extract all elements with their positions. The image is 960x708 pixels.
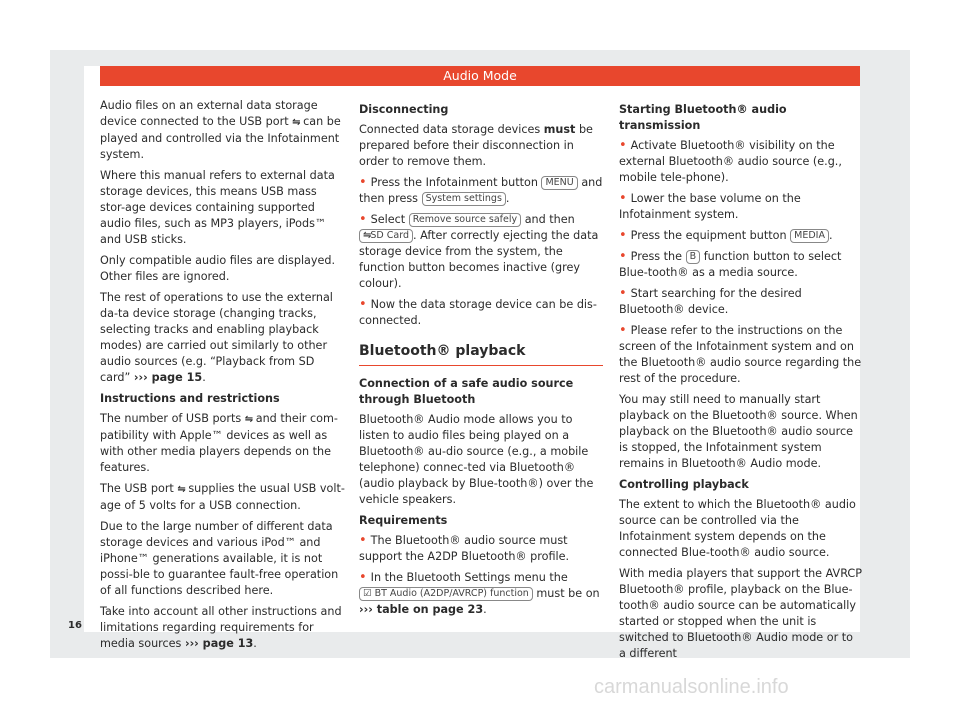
table-reference[interactable]: ››› table on page 23 bbox=[359, 603, 484, 616]
checkbox-icon: ☑ bbox=[363, 588, 372, 599]
list-item: • Press the equipment button MEDIA . bbox=[619, 228, 833, 243]
paragraph: Where this manual refers to external data storage devices, this means USB mass stor-age devices containing supported audio files, such as MP3 players, iPods™ and USB sticks. bbox=[100, 169, 335, 246]
paragraph: Due to the large number of different data storage devices and various iPod™ and iPhone™ generations available, it is not possi-ble to guarantee fault-free operation of all functions described here. bbox=[100, 520, 339, 597]
paragraph: Bluetooth® Audio mode allows you to listen to audio files being played on a Bluetooth® au-dio source (e.g., a mobile telephone) connec-ted via Bluetooth® (audio playback by Blue-tooth®) over the vehicle speakers. bbox=[359, 413, 594, 506]
usb-icon: ⇋ bbox=[363, 230, 371, 241]
usb-icon: ⇋ bbox=[292, 117, 300, 128]
paragraph: The USB port ⇋ supplies the usual USB volt-age of 5 volts for a USB connection. bbox=[100, 482, 345, 512]
paragraph: Take into account all other instructions and limitations regarding requirements for media sources ››› page 13. bbox=[100, 605, 342, 650]
remove-source-button-label: Remove source safely bbox=[409, 213, 521, 227]
column-2 bbox=[359, 98, 603, 623]
section-header: Audio Mode bbox=[100, 66, 860, 86]
paragraph: You may still need to manually start playback on the Bluetooth® source. When playback on the Bluetooth® audio source is stopped, the Infotainment system remains in Bluetooth® Audio mode. bbox=[619, 393, 858, 470]
paragraph: With media players that support the AVRCP Bluetooth® profile, playback on the Blue-tooth® audio source can be automatically started or stopped when the unit is switched to Bluetooth® Audio mode or to a different bbox=[619, 567, 862, 660]
bluetooth-function-button-label: B bbox=[686, 250, 701, 264]
subheading: Requirements bbox=[359, 514, 448, 527]
paragraph: The rest of operations to use the external da-ta device storage (changing tracks, selecting tracks and enabling playback modes) are carried out similarly to other audio sources (e.g. “Playback from SD card” ››› page 15. bbox=[100, 291, 333, 384]
section-title: Bluetooth® playback bbox=[359, 343, 603, 366]
paragraph: Only compatible audio files are displayed. Other files are ignored. bbox=[100, 254, 336, 283]
bullet-dot: • bbox=[359, 175, 367, 190]
subheading: Disconnecting bbox=[359, 103, 449, 116]
paragraph: Audio files on an external data storage device connected to the USB port ⇋ can be played and controlled via the Infotainment system. bbox=[100, 99, 341, 161]
list-item: • Press the Infotainment button MENU and then press System settings . bbox=[359, 175, 603, 205]
usb-icon: ⇋ bbox=[244, 414, 253, 425]
subheading: Controlling playback bbox=[619, 478, 749, 491]
column-1 bbox=[100, 98, 345, 657]
bt-audio-button-label: ☑ BT Audio (A2DP/AVRCP) function bbox=[359, 587, 533, 601]
bullet-dot: • bbox=[619, 323, 627, 338]
subheading: Connection of a safe audio source through Bluetooth bbox=[359, 377, 574, 406]
page-number: 16 bbox=[68, 620, 82, 631]
subheading: Instructions and restrictions bbox=[100, 392, 280, 405]
list-item: • Please refer to the instructions on the screen of the Infotainment system and on the Bluetooth® audio source regarding the rest of the procedure. bbox=[619, 323, 862, 385]
bullet-dot: • bbox=[619, 249, 627, 264]
bullet-dot: • bbox=[359, 533, 367, 548]
page-reference[interactable]: ››› page 13 bbox=[184, 637, 254, 650]
usb-icon: ⇋ bbox=[177, 484, 185, 495]
media-button-label: MEDIA bbox=[790, 229, 829, 243]
bullet-dot: • bbox=[619, 191, 627, 206]
list-item: • The Bluetooth® audio source must support the A2DP Bluetooth® profile. bbox=[359, 533, 570, 563]
sd-card-button-label: ⇋SD Card bbox=[359, 229, 413, 243]
watermark: carmanualsonline.info bbox=[594, 676, 789, 698]
list-item: • Press the B function button to select Blue-tooth® as a media source. bbox=[619, 249, 842, 279]
bullet-dot: • bbox=[619, 138, 627, 153]
list-item: • Lower the base volume on the Infotainment system. bbox=[619, 191, 801, 221]
bullet-dot: • bbox=[359, 212, 367, 227]
paragraph: Connected data storage devices must be prepared before their disconnection in order to remove them. bbox=[359, 123, 593, 168]
bullet-dot: • bbox=[619, 286, 627, 301]
list-item: • In the Bluetooth Settings menu the ☑ BT Audio (A2DP/AVRCP) function must be on ››› table on page 23. bbox=[359, 570, 600, 616]
subheading: Starting Bluetooth® audio transmission bbox=[619, 103, 787, 132]
list-item: • Start searching for the desired Bluetooth® device. bbox=[619, 286, 802, 316]
list-item: • Activate Bluetooth® visibility on the external Bluetooth® audio source (e.g., mobile tele-phone). bbox=[619, 138, 842, 184]
bullet-dot: • bbox=[359, 297, 367, 312]
list-item: • Now the data storage device can be dis-connected. bbox=[359, 297, 597, 327]
menu-button-label: MENU bbox=[541, 176, 577, 190]
paragraph: The extent to which the Bluetooth® audio source can be controlled via the Infotainment system depends on the connected Blue-tooth® audio source. bbox=[619, 498, 856, 559]
bullet-dot: • bbox=[359, 570, 367, 585]
list-item: • Select Remove source safely and then ⇋SD Card . After correctly ejecting the data storage device from the system, the function button becomes inactive (grey colour). bbox=[359, 212, 599, 290]
system-settings-button-label: System settings bbox=[422, 192, 506, 206]
paragraph: The number of USB ports ⇋ and their com-patibility with Apple™ devices as well as with other media players depends on the features. bbox=[100, 412, 338, 474]
page-reference[interactable]: ››› page 15 bbox=[133, 371, 203, 384]
column-3 bbox=[619, 98, 863, 667]
bullet-dot: • bbox=[619, 228, 627, 243]
